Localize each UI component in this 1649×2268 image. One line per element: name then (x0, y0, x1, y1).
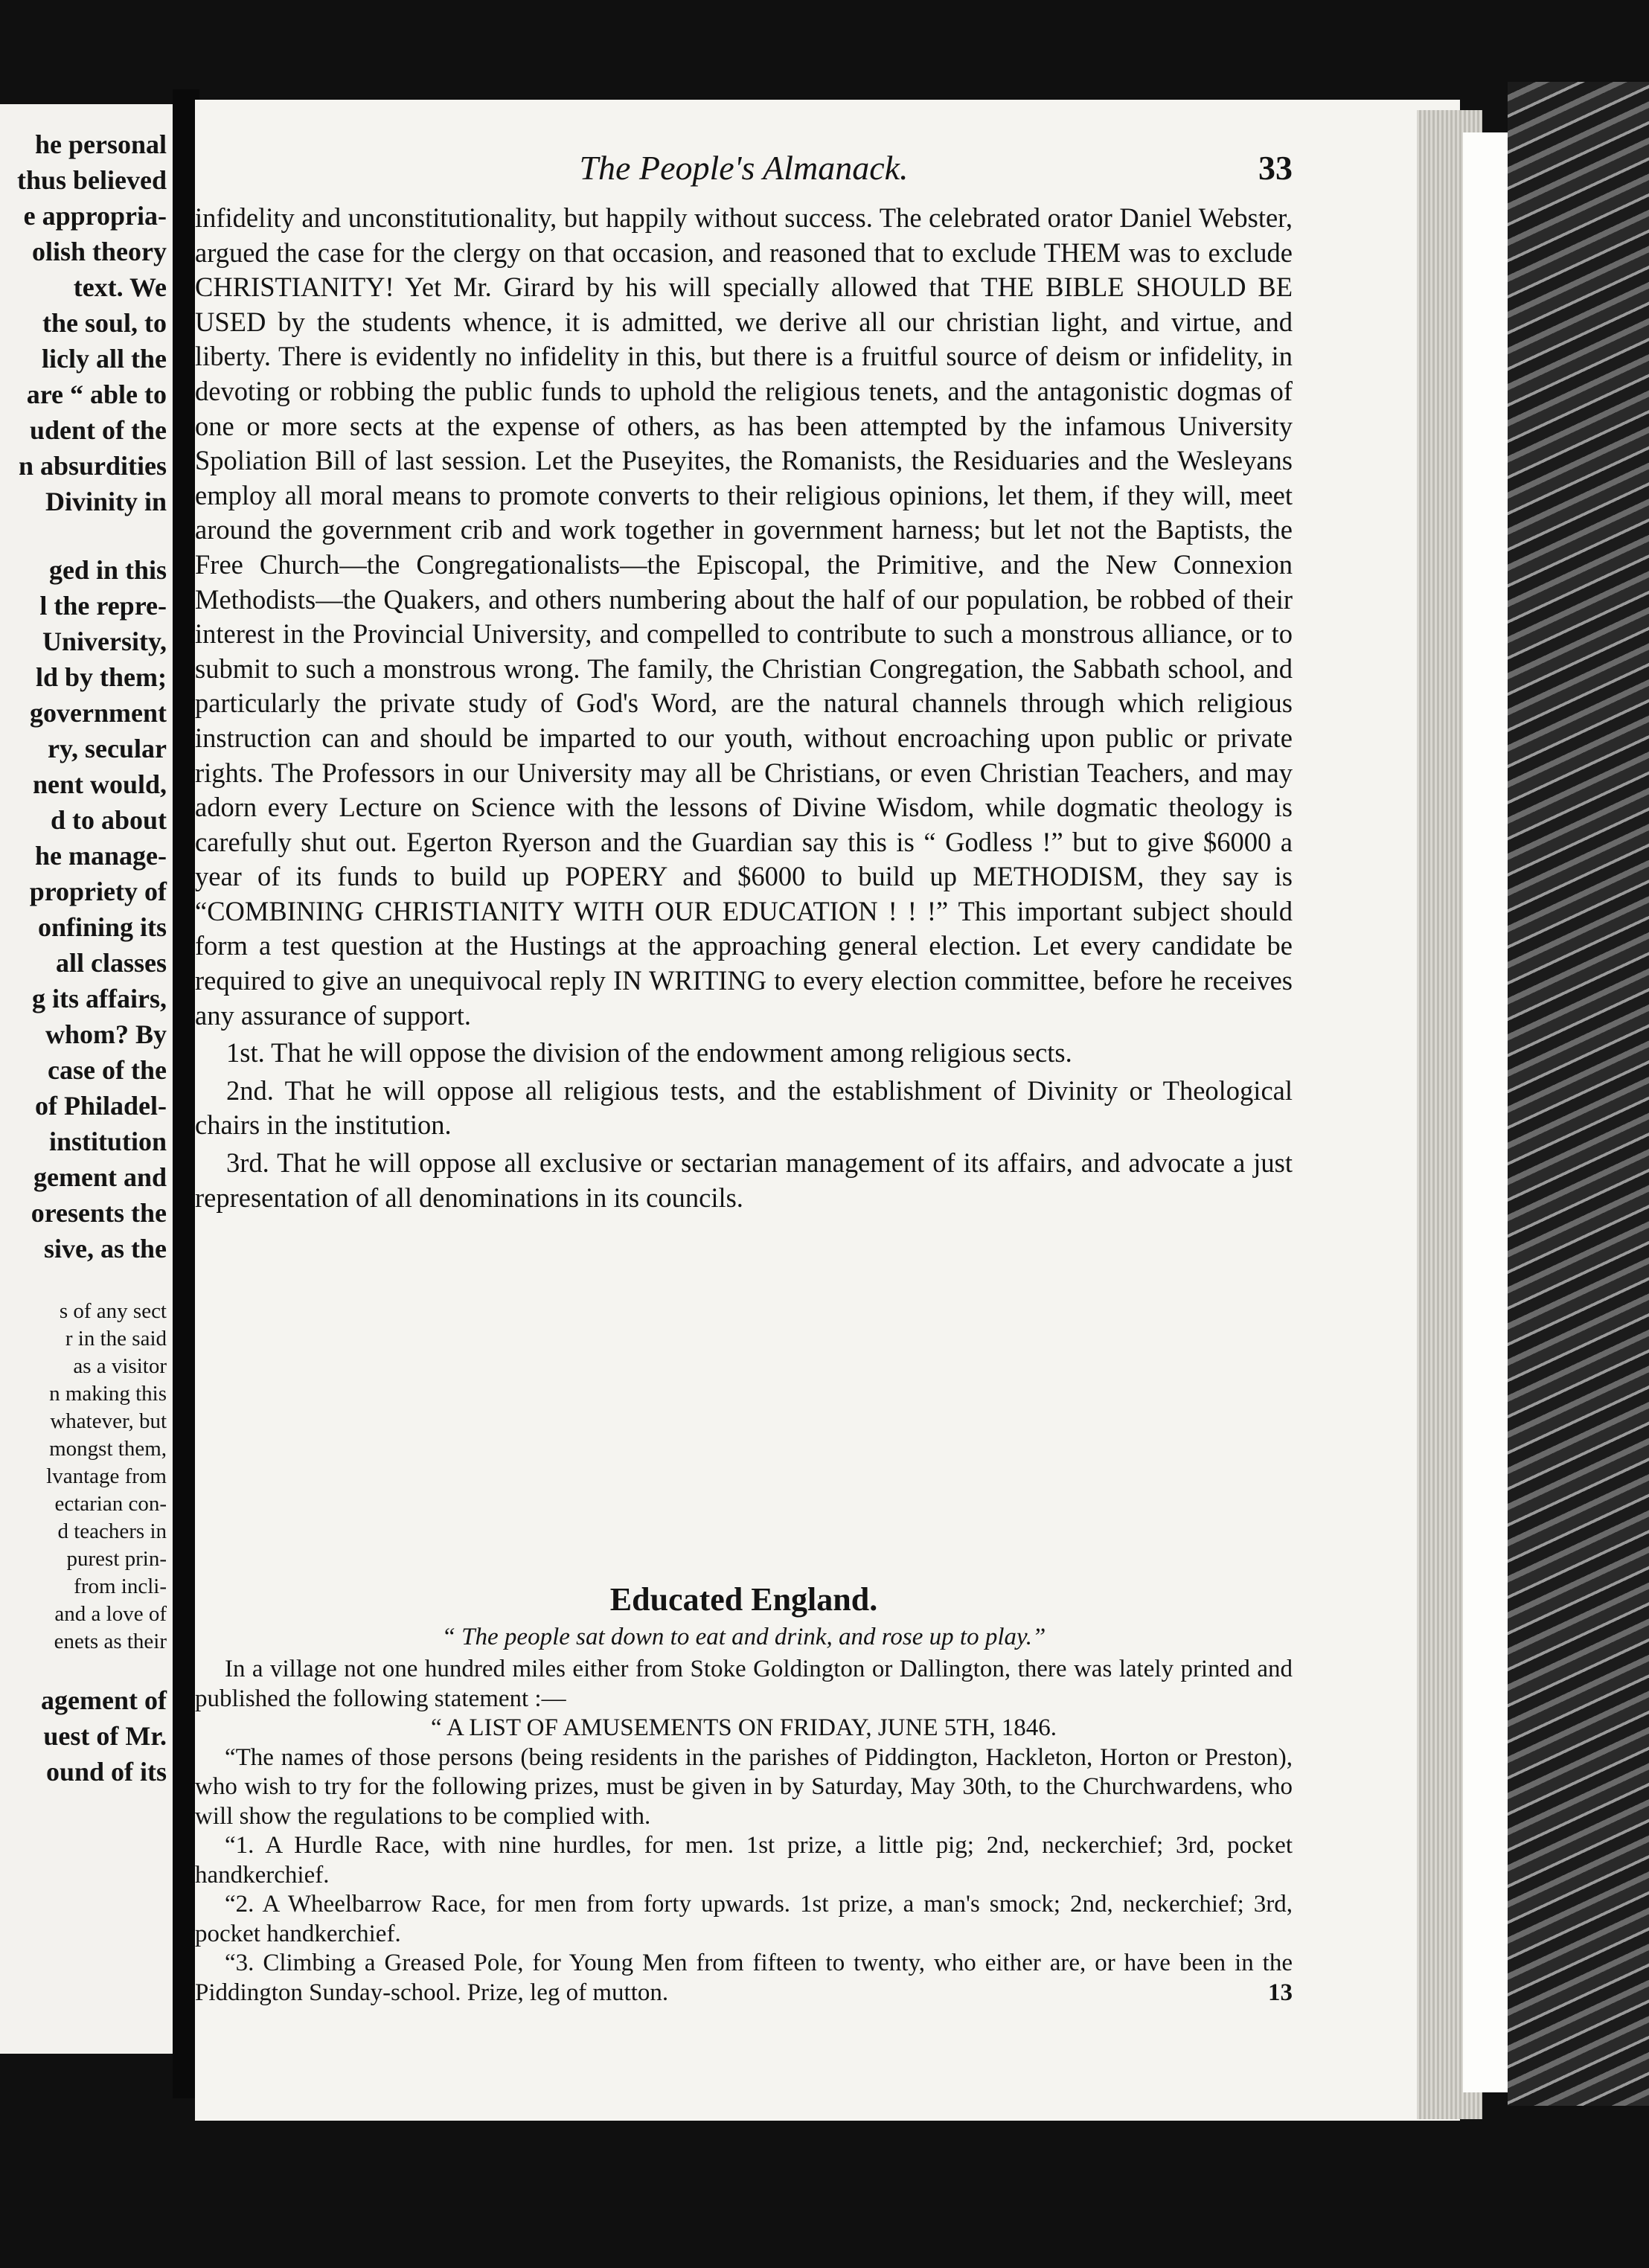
facing-page-line: d to about (50, 805, 167, 835)
facing-page-line: all classes (56, 948, 167, 978)
facing-page-line: government (30, 698, 167, 728)
facing-page-line: d teachers in (57, 1519, 167, 1543)
marbled-cover (1508, 82, 1649, 2106)
facing-page-line: n absurdities (18, 451, 167, 481)
facing-page-line: thus believed (16, 165, 167, 195)
pledge-item-2: 2nd. That he will oppose all religious tests, and the establishment of Divinity or Theological chairs in the institution. (195, 1074, 1293, 1141)
article-title: Educated England. (609, 1581, 878, 1618)
prize-item-3-text: “3. Climbing a Greased Pole, for Young Men from fifteen to twenty, who either are, or have been in the Piddington Sunday-school. Prize, leg of mutton. (195, 1950, 1293, 2006)
facing-page-line: s of any sect (59, 1299, 167, 1323)
facing-page-line: he manage- (35, 841, 167, 871)
running-title: The People's Almanack. (579, 149, 909, 187)
facing-page-line: agement of (41, 1685, 167, 1715)
facing-page-line: enets as their (54, 1630, 167, 1653)
pledge-item-3: 3rd. That he will oppose all exclusive or sectarian management of its affairs, and advocate a just representation of all denominations in its councils. (195, 1147, 1293, 1213)
facing-page-line: olish theory (31, 237, 167, 266)
article-text (195, 1655, 1293, 2008)
facing-page-line: g its affairs, (32, 984, 167, 1013)
facing-page-line: ry, secular (48, 734, 167, 763)
page-header (195, 146, 1293, 190)
facing-page-line: Divinity in (45, 487, 167, 516)
facing-page-line: whatever, but (50, 1409, 167, 1433)
facing-page-line: lvantage from (46, 1464, 167, 1488)
facing-page-line: institution (48, 1127, 167, 1156)
prize-item-1: “1. A Hurdle Race, with nine hurdles, for men. 1st prize, a little pig; 2nd, neckerchief; 3rd, pocket handkerchief. (195, 1832, 1293, 1889)
facing-page-line: nent would, (32, 769, 167, 799)
facing-page-line: purest prin- (66, 1547, 167, 1571)
page-edge-highlight (1463, 132, 1508, 2092)
facing-page-line: whom? By (45, 1019, 167, 1049)
facing-page-line: ound of its (45, 1757, 167, 1787)
facing-page-line: he personal (34, 129, 167, 159)
facing-page-line: n making this (49, 1382, 167, 1406)
facing-page-line: licly all the (42, 344, 167, 374)
facing-page-line: propriety of (29, 877, 167, 906)
facing-page-fragment (0, 104, 173, 2054)
facing-page-line: udent of the (29, 415, 167, 445)
facing-page-line: onfining its (37, 912, 167, 942)
facing-page-line: e appropria- (23, 201, 167, 231)
article-paragraph: In a village not one hundred miles either from Stoke Goldington or Dallington, there was lately printed and published the following statement :— (195, 1656, 1293, 1712)
facing-page-line: and a love of (54, 1602, 167, 1626)
facing-page-line: University, (42, 627, 167, 656)
article-paragraph: “The names of those persons (being residents in the parishes of Piddington, Hackleton, Horton or Preston), who wish to try for the following prizes, must be given in by Saturday, May 30th, to the Churchwardens, who will show the regulations to be complied with. (195, 1743, 1293, 1830)
facing-page-line: the soul, to (42, 308, 167, 338)
prize-item-3 (195, 1949, 1293, 2008)
facing-page-line: l the repre- (39, 591, 167, 621)
facing-page-line: ld by them; (35, 662, 167, 692)
body-paragraph: infidelity and unconstitutionality, but happily without success. The celebrated orator Daniel Webster, argued the case for the clergy on that occasion, and reasoned that to exclude THEM was to exclude CHRISTIANITY! Yet Mr. Girard by his will specially allowed that THE BIBLE SHOULD BE USED by the students whence, it is admitted, we derive all our christian light, and virtue, and liberty. There is evidently no infidelity in this, but there is a fruitful source of deism or infidelity, in devoting or robbing the public funds to uphold the religious tenets, and the antagonistic dogmas of one or more sects at the expense of others, as has been attempted by the infamous University Spoliation Bill of last session. Let the Puseyites, the Romanists, the Residuaries and the Wesleyans employ all moral means to promote converts to their religious opinions, let them, if they will, meet around the government crib and work together in government harness; but let not the Baptists, the Free Church—the Congregationalists—the Episcopal, the Primitive, and the New Connexion Methodists—the Quakers, and others numbering about the half of our population, be robbed of their interest in the Provincial University, and compelled to contribute to such a monstrous alliance, or to submit to such a monstrous wrong. The family, the Christian Congregation, the Sabbath school, and particularly the private study of God's Word, are the natural channels through which religious instruction can and should be imparted to our youth, without encroaching upon public or private rights. The Professors in our University may all be Christians, or even Christian Teachers, and may adorn every Lecture on Science with the lessons of Divine Wisdom, while dogmatic theology is carefully shut out. Egerton Ryerson and the Guardian say this is “ Godless !” but to give $6000 a year of its funds to build up POPERY and $6000 to build up METHODISM, they say is “COMBINING CHRISTIANITY WITH OUR EDUCATION ! ! !” This important subject should form a test question at the Hustings at the approaching general election. Let every candidate be required to give an unequivocal reply IN WRITING to every election committee, before he receives any assurance of support. (195, 202, 1293, 1031)
catchword: 13 (1268, 1979, 1293, 2006)
facing-page-line: r in the said (65, 1327, 167, 1351)
facing-page-line: are “ able to (26, 379, 167, 409)
facing-page-line: uest of Mr. (43, 1721, 167, 1751)
facing-page-line: mongst them, (49, 1437, 167, 1461)
facing-page-line: text. We (73, 272, 167, 302)
facing-page-line: as a visitor (73, 1354, 167, 1378)
body-text (195, 201, 1293, 1215)
facing-page-line: case of the (48, 1055, 167, 1085)
pledge-item-1: 1st. That he will oppose the division of the endowment among religious sects. (226, 1037, 1072, 1069)
facing-page-line: from incli- (74, 1575, 167, 1598)
facing-page-line: of Philadel- (35, 1091, 167, 1121)
article-epigraph: “ The people sat down to eat and drink, and rose up to play.” (441, 1624, 1046, 1650)
prize-item-2: “2. A Wheelbarrow Race, for men from forty upwards. 1st prize, a man's smock; 2nd, neckerchief; 3rd, pocket handkerchief. (195, 1891, 1293, 1947)
facing-page-line: sive, as the (44, 1234, 167, 1263)
facing-page-line: ectarian con- (54, 1492, 167, 1516)
facing-page-line: ged in this (48, 555, 167, 585)
facing-page-line: oresents the (31, 1198, 167, 1228)
page-number: 33 (1258, 149, 1293, 187)
facing-page-line: gement and (33, 1162, 167, 1192)
amusements-list-heading: “ A LIST OF AMUSEMENTS ON FRIDAY, JUNE 5TH, 1846. (430, 1714, 1057, 1741)
